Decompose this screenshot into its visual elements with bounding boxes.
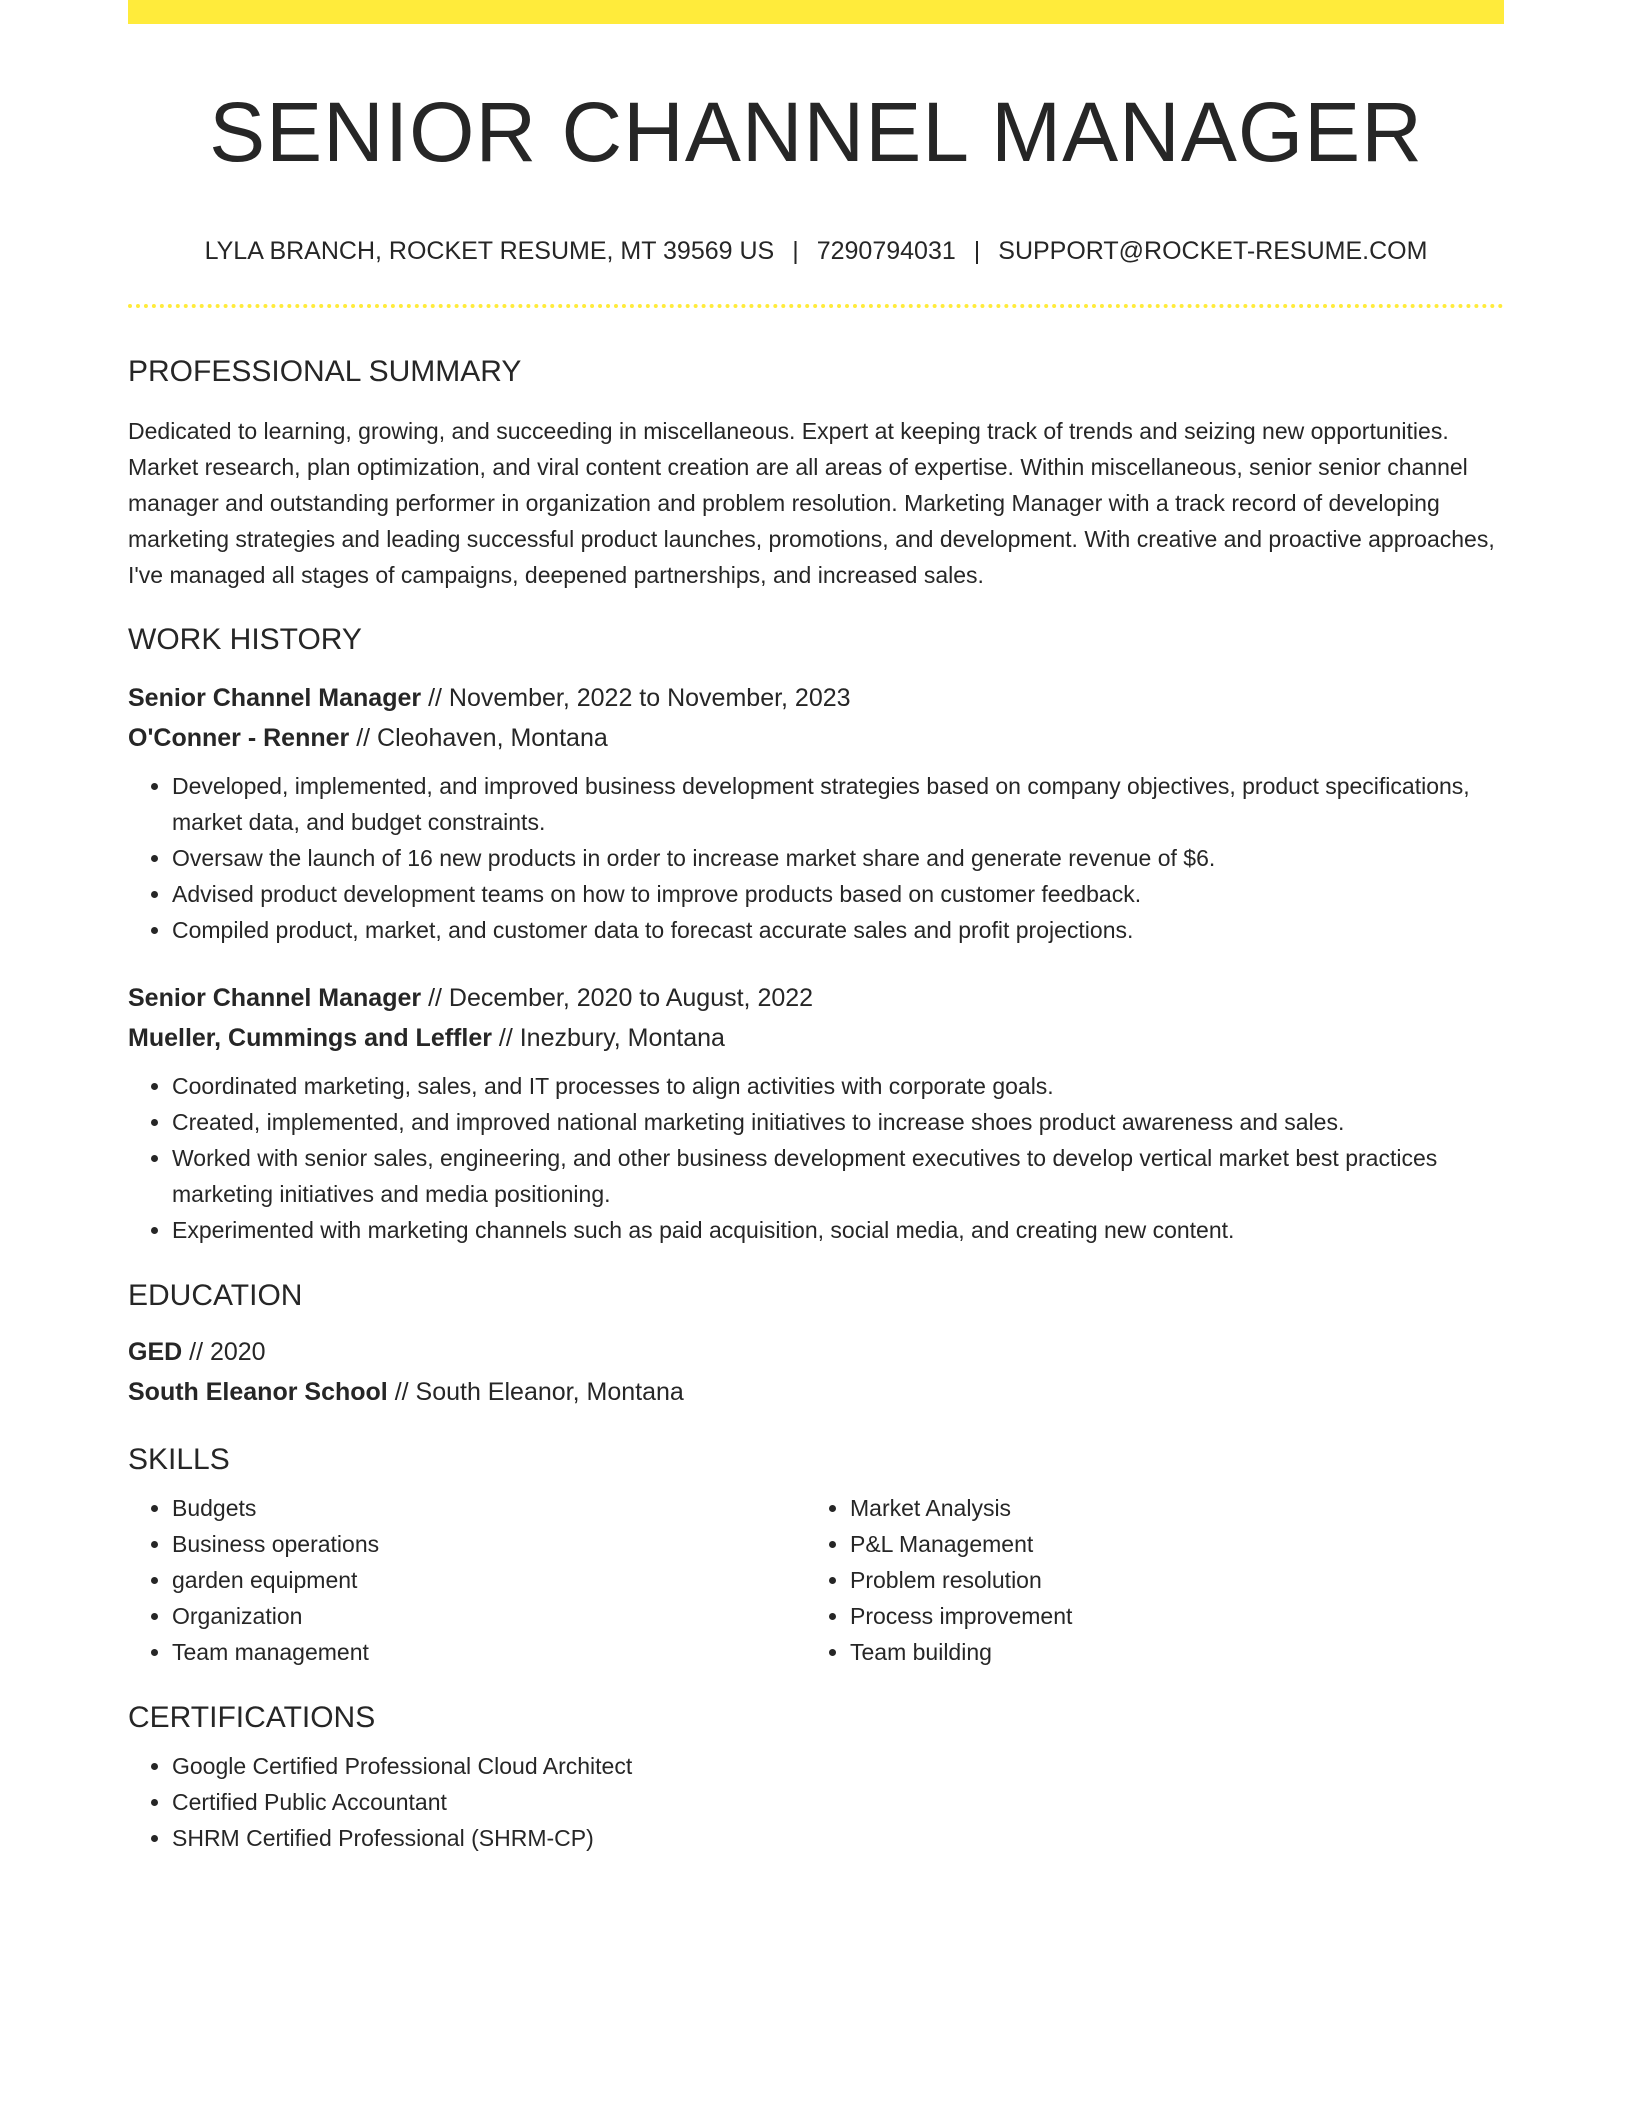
list-item: • Advised product development teams on how to improve products based on customer feedback.	[172, 876, 1504, 912]
list-item: • Developed, implemented, and improved business development strategies based on company objectives, product specifications, market data, and budget constraints.	[172, 768, 1504, 840]
list-item: • Organization	[172, 1598, 806, 1634]
resume-title: SENIOR CHANNEL MANAGER	[209, 85, 1423, 179]
list-item: • Budgets	[172, 1490, 806, 1526]
list-item: • Business operations	[172, 1526, 806, 1562]
list-item: • Coordinated marketing, sales, and IT processes to align activities with corporate goals.	[172, 1068, 1504, 1104]
contact-separator: |	[792, 237, 799, 266]
job-dates: // December, 2020 to August, 2022	[421, 984, 814, 1013]
skills-column-left	[128, 1490, 806, 1670]
job-title-line	[128, 678, 1504, 718]
list-item: • Oversaw the launch of 16 new products in order to increase market share and generate revenue of $6.	[172, 840, 1504, 876]
list-item: • Worked with senior sales, engineering, and other business development executives to develop vertical market best practices marketing initiatives and media positioning.	[172, 1140, 1504, 1212]
job-title-line	[128, 978, 1504, 1018]
job-location: // Inezbury, Montana	[491, 1024, 725, 1053]
work-history-heading: WORK HISTORY	[128, 623, 362, 657]
list-item: • Market Analysis	[850, 1490, 1484, 1526]
list-item: • garden equipment	[172, 1562, 806, 1598]
list-item: • Process improvement	[850, 1598, 1484, 1634]
contact-phone: 7290794031	[816, 237, 956, 266]
education-heading: EDUCATION	[128, 1279, 303, 1313]
contact-address: LYLA BRANCH, ROCKET RESUME, MT 39569 US	[204, 237, 775, 266]
contact-email: SUPPORT@ROCKET-RESUME.COM	[998, 237, 1428, 266]
job-title: Senior Channel Manager	[128, 984, 422, 1013]
contact-separator: |	[973, 237, 981, 266]
skills-list	[128, 1490, 806, 1670]
job-company: Mueller, Cummings and Leffler	[128, 1024, 492, 1053]
resume-page	[128, 0, 1504, 1856]
certifications-list	[128, 1748, 1504, 1856]
education-degree: GED	[128, 1338, 183, 1367]
job-bullets	[128, 1068, 1504, 1248]
certifications-heading: CERTIFICATIONS	[128, 1701, 376, 1735]
job-location: // Cleohaven, Montana	[349, 724, 608, 753]
list-item: • Google Certified Professional Cloud Architect	[172, 1748, 1504, 1784]
education-degree-line	[128, 1332, 1504, 1372]
contact-line	[128, 236, 1504, 266]
summary-heading: PROFESSIONAL SUMMARY	[128, 355, 522, 389]
list-item: • Compiled product, market, and customer data to forecast accurate sales and profit projections.	[172, 912, 1504, 948]
list-item: • Experimented with marketing channels such as paid acquisition, social media, and creating new content.	[172, 1212, 1504, 1248]
accent-bar	[128, 0, 1504, 24]
education-school-line	[128, 1372, 1504, 1412]
skills-columns	[128, 1490, 1504, 1670]
skills-heading: SKILLS	[128, 1443, 230, 1477]
job-bullets	[128, 768, 1504, 948]
job-title: Senior Channel Manager	[128, 684, 422, 713]
skills-list	[806, 1490, 1484, 1670]
section-divider	[128, 304, 1504, 308]
skills-column-right	[806, 1490, 1484, 1670]
list-item: • SHRM Certified Professional (SHRM-CP)	[172, 1820, 1504, 1856]
job-company-line	[128, 718, 1504, 758]
education-location: // South Eleanor, Montana	[387, 1378, 684, 1407]
job-company-line	[128, 1018, 1504, 1058]
education-year: // 2020	[182, 1338, 266, 1367]
list-item: • Problem resolution	[850, 1562, 1484, 1598]
job-dates: // November, 2022 to November, 2023	[421, 684, 851, 713]
education-school: South Eleanor School	[128, 1378, 388, 1407]
list-item: • Certified Public Accountant	[172, 1784, 1504, 1820]
summary-text: Dedicated to learning, growing, and succeeding in miscellaneous. Expert at keeping track of trends and seizing new opportunities. Market research, plan optimization, and viral content creation are all areas of expertise. Within miscellaneous, senior senior channel manager and outstanding performer in organization and problem resolution. Marketing Manager with a track record of developing marketing strategies and leading successful product launches, promotions, and development. With creative and proactive approaches, I've managed all stages of campaigns, deepened partnerships, and increased sales.	[128, 418, 1495, 589]
list-item: • P&L Management	[850, 1526, 1484, 1562]
list-item: • Created, implemented, and improved national marketing initiatives to increase shoes product awareness and sales.	[172, 1104, 1504, 1140]
job-company: O'Conner - Renner	[128, 724, 350, 753]
list-item: • Team management	[172, 1634, 806, 1670]
list-item: • Team building	[850, 1634, 1484, 1670]
